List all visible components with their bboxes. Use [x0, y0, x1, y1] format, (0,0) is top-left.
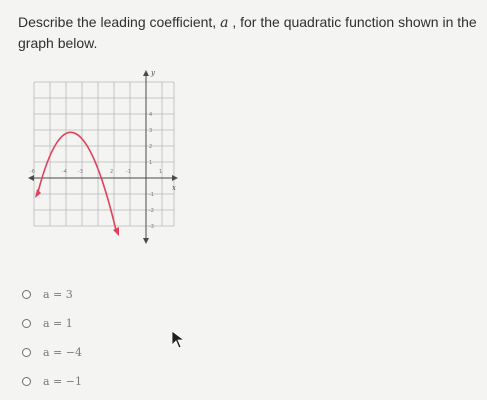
choice-a-equals-1[interactable] — [22, 309, 82, 338]
choice-a-equals-minus-1[interactable] — [22, 367, 82, 396]
x-tick-label: -1 — [126, 169, 131, 175]
y-axis-arrow-top — [143, 70, 149, 76]
x-tick-label: -3 — [78, 169, 83, 175]
x-axis-arrow-right — [172, 175, 178, 181]
y-tick-label: -2 — [149, 208, 154, 214]
x-tick-label: -6 — [30, 169, 35, 175]
y-tick-label: 1 — [149, 160, 153, 166]
x-axis-arrow-left — [28, 175, 34, 181]
y-tick-label: 4 — [149, 112, 153, 118]
question-variable: a — [220, 15, 229, 31]
parabola-graph — [22, 60, 182, 250]
axes — [30, 74, 174, 240]
choice-label: a = 3 — [43, 288, 73, 301]
mouse-pointer-icon — [170, 329, 188, 349]
y-tick-label: -1 — [149, 192, 154, 198]
radio-button[interactable] — [22, 348, 31, 357]
y-tick-label: -3 — [149, 224, 154, 230]
y-axis-arrow-bottom — [143, 238, 149, 244]
curve-arrow-left — [35, 189, 41, 198]
x-tick-label: -4 — [62, 169, 67, 175]
question-text — [18, 12, 483, 53]
radio-button[interactable] — [22, 377, 31, 386]
y-tick-label: 2 — [149, 144, 153, 150]
answer-choices — [22, 280, 82, 396]
radio-button[interactable] — [22, 319, 31, 328]
y-tick-label: 3 — [149, 128, 153, 134]
x-tick-label: 2 — [110, 169, 114, 175]
grid — [34, 82, 174, 226]
choice-label: a = −4 — [43, 346, 82, 359]
x-tick-label: 1 — [159, 169, 163, 175]
question-part-1: Describe the leading coefficient, — [18, 14, 221, 30]
radio-button[interactable] — [22, 290, 31, 299]
choice-label: a = −1 — [43, 375, 82, 388]
choice-a-equals-minus-4[interactable] — [22, 338, 82, 367]
choice-label: a = 1 — [43, 317, 73, 330]
choice-a-equals-3[interactable] — [22, 280, 82, 309]
axis-label-y: y — [151, 69, 155, 77]
question-part-2: , for the quadratic function shown in the graph below. — [18, 14, 477, 51]
axis-label-x: x — [172, 184, 176, 192]
